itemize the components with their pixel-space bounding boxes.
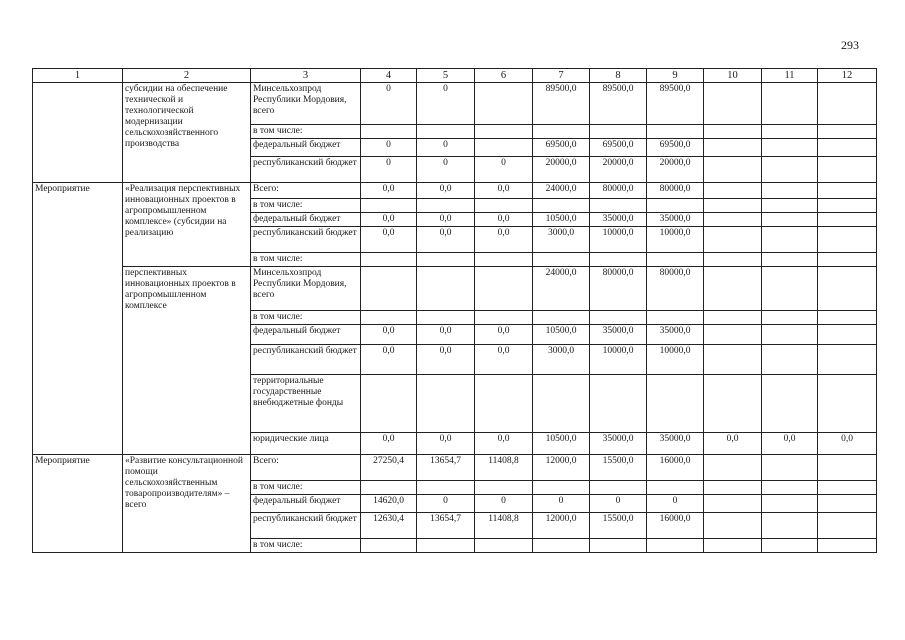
value-cell: 0,0	[704, 433, 762, 455]
value-cell: 0	[417, 139, 475, 157]
header-cell: 3	[251, 69, 361, 83]
measure-type-cell: Мероприятие	[33, 455, 123, 553]
value-cell: 35000,0	[647, 433, 704, 455]
header-cell: 12	[818, 69, 877, 83]
value-cell: 0	[417, 83, 475, 125]
source-cell: Минсельхозпрод Республики Мордовия, всего	[251, 267, 361, 311]
header-cell: 8	[590, 69, 647, 83]
value-cell	[475, 83, 533, 125]
table-row	[33, 267, 877, 311]
value-cell: 10500,0	[533, 433, 590, 455]
value-cell: 0	[590, 495, 647, 513]
value-cell: 11408,8	[475, 455, 533, 481]
value-cell: 80000,0	[590, 267, 647, 311]
value-cell: 0,0	[361, 213, 417, 227]
header-cell: 1	[33, 69, 123, 83]
header-cell: 10	[704, 69, 762, 83]
source-cell: в том числе:	[251, 481, 361, 495]
value-cell: 89500,0	[647, 83, 704, 125]
value-cell: 0,0	[417, 325, 475, 345]
value-cell: 0	[417, 495, 475, 513]
source-cell: федеральный бюджет	[251, 213, 361, 227]
value-cell: 0,0	[361, 433, 417, 455]
page-number: 293	[841, 38, 859, 52]
value-cell: 0	[533, 495, 590, 513]
value-cell: 0	[475, 495, 533, 513]
header-cell: 4	[361, 69, 417, 83]
measure-type-cell	[33, 83, 123, 183]
header-cell: 11	[762, 69, 818, 83]
value-cell: 0,0	[361, 183, 417, 199]
value-cell: 0	[361, 139, 417, 157]
value-cell	[818, 83, 877, 125]
value-cell: 12000,0	[533, 513, 590, 539]
value-cell: 0,0	[475, 227, 533, 253]
value-cell: 0,0	[417, 183, 475, 199]
value-cell: 0,0	[475, 433, 533, 455]
value-cell: 14620,0	[361, 495, 417, 513]
budget-table	[32, 68, 877, 553]
value-cell: 89500,0	[533, 83, 590, 125]
value-cell: 3000,0	[533, 227, 590, 253]
header-row	[33, 69, 877, 83]
value-cell: 10500,0	[533, 213, 590, 227]
value-cell: 16000,0	[647, 513, 704, 539]
value-cell: 15500,0	[590, 513, 647, 539]
source-cell: в том числе:	[251, 199, 361, 213]
value-cell: 0,0	[762, 433, 818, 455]
value-cell: 10000,0	[647, 345, 704, 375]
source-cell: территориальные государственные внебюджетные фонды	[251, 375, 361, 433]
header-cell: 7	[533, 69, 590, 83]
table-row	[33, 455, 877, 481]
value-cell: 69500,0	[533, 139, 590, 157]
source-cell: в том числе:	[251, 539, 361, 553]
value-cell: 35000,0	[590, 325, 647, 345]
source-cell: Всего:	[251, 455, 361, 481]
value-cell: 10000,0	[590, 345, 647, 375]
value-cell: 13654,7	[417, 513, 475, 539]
value-cell: 0,0	[475, 345, 533, 375]
table-row	[33, 183, 877, 199]
value-cell: 0,0	[417, 345, 475, 375]
header-cell: 2	[123, 69, 251, 83]
source-cell: республиканский бюджет	[251, 513, 361, 539]
value-cell: 0	[475, 157, 533, 183]
value-cell: 89500,0	[590, 83, 647, 125]
value-cell: 20000,0	[533, 157, 590, 183]
source-cell: в том числе:	[251, 125, 361, 139]
value-cell: 24000,0	[533, 267, 590, 311]
value-cell: 10000,0	[590, 227, 647, 253]
value-cell: 0	[417, 157, 475, 183]
source-cell: Минсельхозпрод Республики Мордовия, всего	[251, 83, 361, 125]
value-cell	[704, 83, 762, 125]
source-cell: Всего:	[251, 183, 361, 199]
source-cell: в том числе:	[251, 311, 361, 325]
value-cell: 0,0	[417, 433, 475, 455]
value-cell: 0,0	[361, 227, 417, 253]
measure-name-cell: перспективных инновационных проектов в агропромышленном комплексе	[123, 267, 251, 455]
value-cell: 0,0	[475, 183, 533, 199]
value-cell: 69500,0	[590, 139, 647, 157]
source-cell: республиканский бюджет	[251, 345, 361, 375]
value-cell: 16000,0	[647, 455, 704, 481]
value-cell: 20000,0	[590, 157, 647, 183]
value-cell: 0	[361, 83, 417, 125]
value-cell: 13654,7	[417, 455, 475, 481]
measure-type-cell: Мероприятие	[33, 183, 123, 455]
table-row	[33, 83, 877, 125]
value-cell: 27250,4	[361, 455, 417, 481]
value-cell: 10000,0	[647, 227, 704, 253]
header-cell: 9	[647, 69, 704, 83]
value-cell: 0,0	[361, 345, 417, 375]
source-cell: федеральный бюджет	[251, 325, 361, 345]
value-cell: 0,0	[818, 433, 877, 455]
value-cell: 10500,0	[533, 325, 590, 345]
value-cell: 35000,0	[647, 325, 704, 345]
source-cell: республиканский бюджет	[251, 227, 361, 253]
value-cell: 0,0	[417, 213, 475, 227]
value-cell: 12630,4	[361, 513, 417, 539]
value-cell: 15500,0	[590, 455, 647, 481]
value-cell: 0,0	[475, 325, 533, 345]
measure-name-cell: «Реализация перспективных инновационных проектов в агропромышленном комплексе» (субсидии на реализацию	[123, 183, 251, 267]
measure-name-cell: «Развитие консультационной помощи сельскохозяйственным товаропроизводителям» – всего	[123, 455, 251, 553]
source-cell: в том числе:	[251, 253, 361, 267]
source-cell: республиканский бюджет	[251, 157, 361, 183]
value-cell	[475, 139, 533, 157]
value-cell: 35000,0	[590, 213, 647, 227]
source-cell: федеральный бюджет	[251, 495, 361, 513]
value-cell: 0,0	[361, 325, 417, 345]
value-cell: 20000,0	[647, 157, 704, 183]
value-cell: 80000,0	[647, 183, 704, 199]
header-cell: 5	[417, 69, 475, 83]
value-cell: 0,0	[475, 213, 533, 227]
source-cell: юридические лица	[251, 433, 361, 455]
value-cell: 12000,0	[533, 455, 590, 481]
value-cell: 3000,0	[533, 345, 590, 375]
value-cell: 11408,8	[475, 513, 533, 539]
value-cell: 80000,0	[647, 267, 704, 311]
value-cell: 0	[647, 495, 704, 513]
value-cell: 35000,0	[647, 213, 704, 227]
value-cell: 24000,0	[533, 183, 590, 199]
measure-name-cell: субсидии на обеспечение технической и технологической модернизации сельскохозяйственного производства	[123, 83, 251, 183]
value-cell: 0	[361, 157, 417, 183]
value-cell	[762, 83, 818, 125]
source-cell: федеральный бюджет	[251, 139, 361, 157]
value-cell: 0,0	[417, 227, 475, 253]
header-cell: 6	[475, 69, 533, 83]
value-cell: 80000,0	[590, 183, 647, 199]
value-cell: 35000,0	[590, 433, 647, 455]
value-cell: 69500,0	[647, 139, 704, 157]
